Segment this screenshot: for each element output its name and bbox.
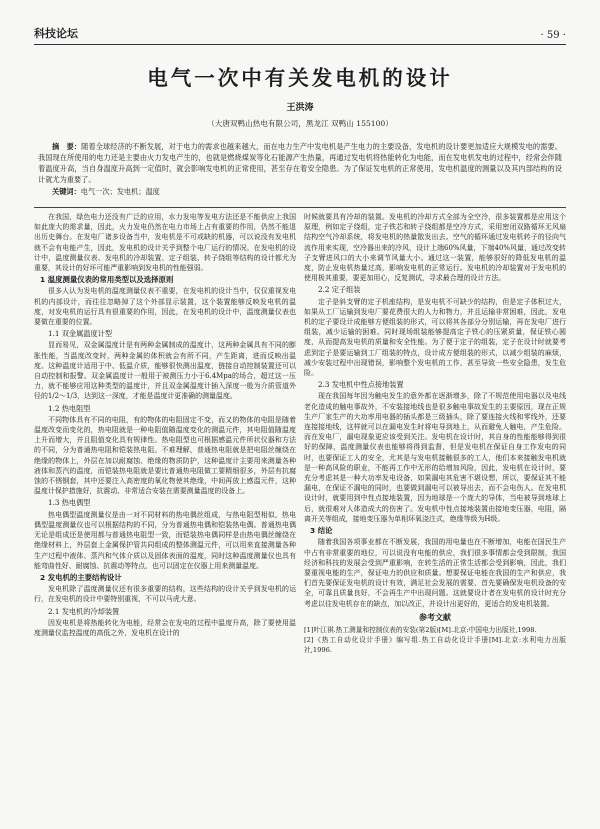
keywords-label: 关键词： xyxy=(52,187,81,196)
paragraph: 因发电机是将热能转化为电能，经常会在发电的过程中温度升高，除了要使用温度测量仪监控温度的高低之外，发电机在设计的 xyxy=(34,618,296,637)
subsection-heading-2-2: 2.2 定子组装 xyxy=(318,285,361,295)
abstract-text: 随着全球经济的不断发展，对于电力的需求也越来越大，而在电力生产中发电机是产生电力的主要设备，发电机的设计要更加适应大规模发电的需要。我国现在所使用的电力还是主要由火力发电产生的，也就是燃烧煤炭等化石能源产生热量，再通过发电机将热能转化为电能，而在发电机发电的过程中，经常会伴随着温度升高，当自身温度升高到一定值时，就会影响发电机的正常使用，甚至存在着安全隐患。为了保证发电机的正常使用，发电机温度的测量以及其内部结构的设计就尤为重要了。 xyxy=(38,142,562,184)
subsection-heading-1-3: 1.3 热电偶型 xyxy=(48,498,91,508)
paragraph: 显而易见，双金属温度计是有两种金属制成的温度计，这两种金属具有不同的膨胀性能，当温度改变时，两种金属的体积就会有所不同，产生距离，进而反映出温度。这种温度计适用于中、低温介质，能够很快测出温度，链接自动控制装置还可以自动控制和报警。双金属温度计一般用于被测压力小于6.4Mpa的场合，超过这一压力，就不能够应用这种类型的温度计，并且双金属温度计插入深度一般为介质管道外径的1/2～1/3，达到这一深度，才能是温度计更准确的测量温度。 xyxy=(34,341,296,401)
section-heading-3: 3 结论 xyxy=(310,526,333,536)
body-columns xyxy=(34,207,566,655)
paper-title: 电气一次中有关发电机的设计 xyxy=(147,66,453,90)
subsection-heading-1-1: 1.1 双金属温度计型 xyxy=(48,329,113,339)
section-heading-1: 1 温度测量仪表的常用类型以及选择原则 xyxy=(40,275,174,285)
conclusion-paragraph: 随着我国各项事业都在不断发展，我国的用电量也在不断增加，电能在国民生产中占有非常重要的地位，可以说没有电能的供应，我们很多事情都会受到限制，我国经济和科技的发展会受到严重影响，在转生活的正常生活都会受到影响，因此，我们要重视电能的生产，保证电力的供应和质量。想要保证电能在我国的生产和供应，我们首先要保证发电机的设计有效，满足社会发展的需要，首先要确保发电机设备的安全，可靠且质量良好，不会再生产中出现问题。这就要设计者在发电机的设计时充分考虑以往发电机存在的缺点，加以改正，并设计出更好的，更适合的发电机装置。 xyxy=(304,538,566,608)
running-header xyxy=(34,0,566,45)
subsection-heading-2-1: 2.1 发电机的冷却装置 xyxy=(48,606,120,616)
page-number: · 59 · xyxy=(540,30,566,41)
references-heading: 参考文献 xyxy=(419,612,451,622)
reference-item: [2]《热工自动化设计手册》编写组.热工自动化设计手册[M].北京:水利电力出版社,1996. xyxy=(304,635,566,654)
subsection-heading-1-2: 1.2 热电阻型 xyxy=(48,403,91,413)
paragraph: 不同物体具有不同的电阻，有的物体的电阻固定不变，而又的物体的电阻是随着温度改变而变化的，热电阻就是一种电阻值随温度变化的测温元件，其电阻值随温度上升而增大，并且阻值变化具有规律性。热电阻型也可根据感温元件所状仪器和方法的不同，分为普通热电阻和铠装热电阻。不难理解，普通热电阻就是把电阻丝缠绕在绝缘的物体上，外层在加以耐腐蚀、绝缘的物质防护，这种温度计主要用来测量各种液体和蒸汽的温度，而铠装热电阻就是要比普通热电阻做工要精细很多，外层有抗腐蚀的不锈钢套，其中还要注入高密度的氧化物使其绝缘，中间再放上感温元件，这种温度计保护措施好，抗震动、非常适合安装在需要测量温度的设备上。 xyxy=(34,415,296,496)
intro-paragraph: 在我国，绿色电力还没有广泛的应用，水力发电等发电方法还是不能供应上我国如此庞大的需求量，因此，火力发电仍然在电力市场上占有重要的作用，仍然不能退出历史舞台。在发电厂诸多设备当中，发电机是不可或缺的机器，可以说没有发电机就不会有电能产生，因此，发电机的设计关乎到整个电厂运行的情况。在发电机的设计中，温度测量仪表、发电机的冷却装置、定子组装、转子绕组等结构的设计都尤为重要，其设计的好坏可能严重影响到发电机的性能强弱。 xyxy=(34,213,296,273)
paragraph: 时候就要具有冷却的装置。发电机的冷却方式全部为全空冷，很多装置都是应用这个原理，例如定子绕组，定子铁芯和转子绕组都是空冷方式，采用密闭双路循环无风扇结构空气冷却系统，将发电机的热量散发出去。空气的循环通过发电机转子的径向气流作用来实现，空冷器出来的冷风，设计上端60%风量，下端40%风量，通过改变转子支臂进风口的大小来调节风量大小。通过这一装置，能够很好的降低发电机的温度，防止发电机热量过高，影响发电机的正常运行。发电机的冷却装置对于发电机的使用极其重要，要更加用心，反复测试，寻求最合理的设计方法。 xyxy=(304,213,566,283)
paragraph: 发电机除了温度测量仪还有很多重要的结构，这些结构的设计关乎到发电机的运行，在发电机的设计中要特别重视，不可以马虎大意。 xyxy=(34,585,296,604)
keywords-text: 电气一次；发电机；温度 xyxy=(80,187,160,196)
paragraph: 定子是斜支臂的定子机座结构，是发电机不可缺少的结构，但是定子体积过大，如果从工厂运输到发电厂要花费很大的人力和物力，并且运输非常困难，因此，发电机的定子要设计成能够方便组装的形式，可以将其各部分分别运输，再在发电厂进行组装，减少运输的困难。同时现场组装能够提高定子铁心的压紧质量，保证铁心圆度，从而提高发电机的质量和安全性能。为了便于定子的组装，定子在设计时就要考虑到定子是要运输到工厂组装的特点，设计成方便组装的形式，以减少组装的麻烦，减少安装过程中出现错误，影响整个发电机的工作，甚至导致一些安全隐患，发生危险。 xyxy=(304,297,566,378)
reference-item: [1]叶江祺.热工测量和控制仪表的安装(第2版)[M].北京:中国电力出版社,1998. xyxy=(304,625,537,634)
affiliation: （大唐双鸭山热电有限公司，黑龙江 双鸭山 155100） xyxy=(207,119,393,128)
right-column xyxy=(304,212,566,655)
paragraph: 热电偶型温度测量仪是由一对不同材料的热电偶丝组成，与热电阻型相似，热电偶型温度测量仪也可以根据结构的不同，分为普通热电偶和铠装热电偶。普通热电偶无论是组成还是使用都与普通热电阻型一致，而铠装热电偶同样是由热电偶丝缠绕在绝缘材料上，外层套上金属保护管共同组成的整体测温元件，可以用来直接测量各种生产过程中液体、蒸汽和气体介质以及固体表面的温度，同时这种温度测量仪也具有能弯曲性好、耐腐蚀、抗震动等特点，也可以固定在仪器上用来测量温度。 xyxy=(34,510,296,570)
keywords xyxy=(52,187,562,197)
author: 王洪涛 xyxy=(286,103,314,113)
section-heading-2: 2 发电机的主要结构设计 xyxy=(40,572,122,582)
abstract-label: 摘 要： xyxy=(52,142,82,151)
paragraph: 现在我国每年因为触电发生的意外都在逐渐增多，除了不规范使用电器以及电线老化造成的触电事故外，不安装接地线也是很多触电事故发生的主要原因，现在正规生产厂家生产的大功率用电器的插头都是三级插头，除了要连接火线和零线外，还要连接接地线，这样就可以在漏电发生时将电导到地上，从而避免人触电，产生危险。而在发电厂，漏电现象更应该受到关注。发电机在设计时，其自身的性能能够得到很好的保障，温度测量仪表也能够将得到监督，但是发电机在保证自身工作发电的同时，也要保证工人的安全，尤其是与发电机接触很多的工人，他们本来接触发电机就是一种高风险的职业，不能再工作中无形的给增加风险，因此，发电机在设计时，要充分考虑其是一种大功率发电设备，如果漏电其危害不堪设想，所以，要保证其不能漏电，在保证不漏电的同时，也要做到漏电可以被导出去，而不会电伤人。在发电机设计时，就要用到中性点接地装置，因为地球是一个庞大的导体，当电被导到地球上后，就很难对人体造成大的伤害了。发电机中性点接地装置由接地变压器，电阻，隔离开关等组成，接地变压器为单相环氧浇注式，绝缘等级为H级。 xyxy=(304,392,566,523)
subsection-heading-2-3: 2.3 发电机中性点接地装置 xyxy=(318,380,404,390)
journal-section: 科技论坛 xyxy=(34,27,78,40)
abstract xyxy=(38,141,562,185)
left-column xyxy=(34,212,296,655)
paragraph: 很多人认为发电机的温度测量仪表不重要，在发电机的设计当中，仅仅重视发电机的内部设计，而往往忽略掉了这个外部显示装置，这个装置能够反映发电机的温度，对发电机的运行具有很重要的作用，因此，在发电机的设计中，温度测量仪表也要做在重要的位置。 xyxy=(34,287,296,327)
